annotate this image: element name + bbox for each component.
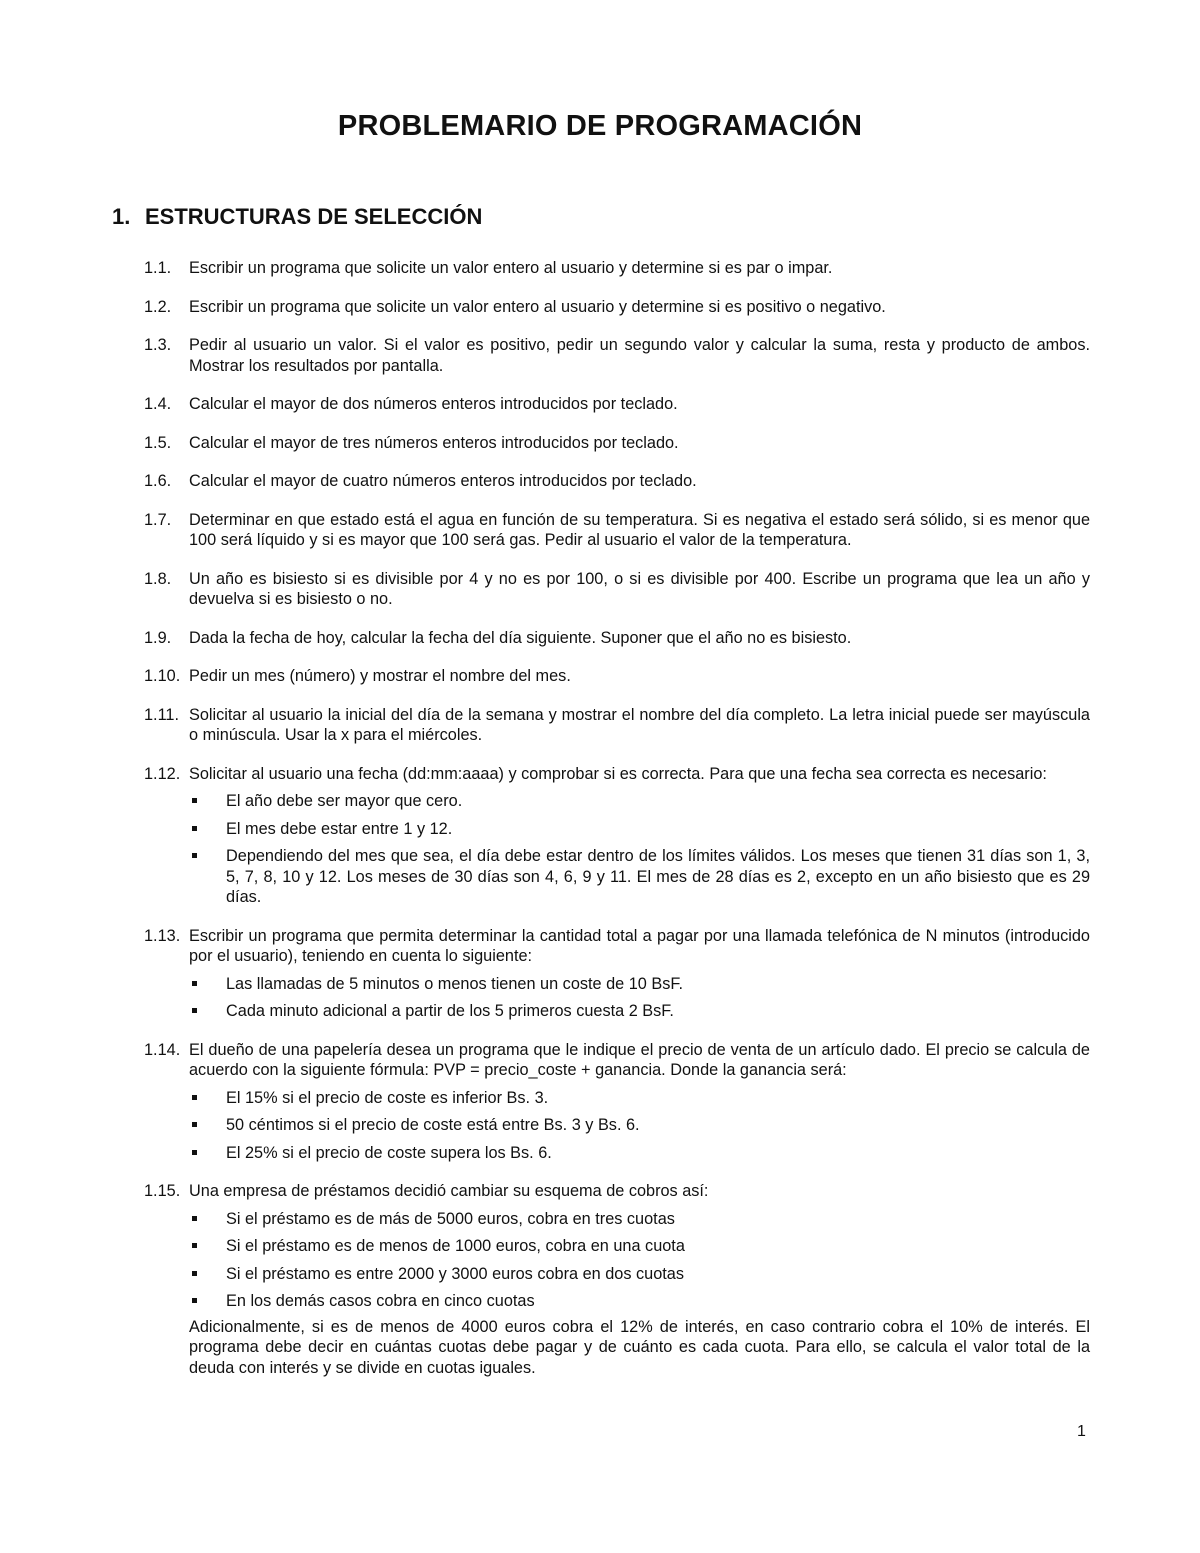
bullet-text: Las llamadas de 5 minutos o menos tienen un coste de 10 BsF.: [226, 974, 684, 993]
bullet-square-icon: [192, 826, 197, 831]
bullet-square-icon: [192, 1271, 197, 1276]
list-item: [144, 433, 1090, 454]
bullet-item: [189, 1291, 1090, 1312]
bullet-square-icon: [192, 1216, 197, 1221]
bullet-text: Si el préstamo es de más de 5000 euros, cobra en tres cuotas: [226, 1209, 675, 1228]
problem-text: Escribir un programa que solicite un valor entero al usuario y determine si es positivo o negativo.: [189, 297, 886, 316]
problem-text: Calcular el mayor de tres números enteros introducidos por teclado.: [189, 433, 679, 452]
bullet-item: [189, 1001, 1090, 1022]
problem-number: 1.3.: [144, 336, 172, 354]
problem-text: El dueño de una papelería desea un programa que le indique el precio de venta de un artículo dado. El precio se calcula de acuerdo con la siguiente fórmula: PVP = precio_coste + ganancia. Donde la ganancia será:: [189, 1040, 1090, 1079]
problem-number: 1.11.: [144, 705, 180, 724]
bullet-item: [189, 1115, 1090, 1136]
list-item: [144, 764, 1090, 908]
bullet-item: [189, 1264, 1090, 1285]
problem-text: Pedir un mes (número) y mostrar el nombre del mes.: [189, 667, 571, 685]
problem-number: 1.6.: [144, 472, 172, 490]
problem-text: Solicitar al usuario una fecha (dd:mm:aaaa) y comprobar si es correcta. Para que una fecha sea correcta es necesario:: [189, 764, 1047, 783]
problem-list: [144, 258, 1090, 1396]
problem-text: Una empresa de préstamos decidió cambiar su esquema de cobros así:: [189, 1182, 709, 1200]
list-item: [144, 666, 1090, 687]
list-item: [144, 335, 1090, 376]
bullet-item: [189, 1209, 1090, 1230]
problem-number: 1.7.: [144, 510, 172, 529]
problem-text: Solicitar al usuario la inicial del día de la semana y mostrar el nombre del día completo. La letra inicial puede ser mayúscula o minúscula. Usar la x para el miércoles.: [189, 705, 1090, 744]
list-item: [144, 705, 1090, 746]
bullet-list: [189, 791, 1090, 908]
problem-number: 1.14.: [144, 1040, 181, 1059]
problem-number: 1.12.: [144, 764, 181, 783]
bullet-text: Dependiendo del mes que sea, el día debe estar dentro de los límites válidos. Los meses que tienen 31 días son 1, 3, 5, 7, 8, 10 y 12. Los meses de 30 días son 4, 6, 9 y 11. El mes de 28 días es 2, excepto en un año bisiesto que es 29 días.: [226, 847, 1090, 906]
bullet-item: [189, 1236, 1090, 1257]
bullet-text: El año debe ser mayor que cero.: [226, 792, 463, 810]
bullet-text: El mes debe estar entre 1 y 12.: [226, 819, 453, 838]
list-item: [144, 471, 1090, 492]
list-item: [144, 297, 1090, 318]
bullet-square-icon: [192, 1095, 197, 1100]
problem-number: 1.1.: [144, 259, 172, 277]
problem-additional-text: Adicionalmente, si es de menos de 4000 euros cobra el 12% de interés, en caso contrario cobra el 10% de interés. El programa debe decir en cuántas cuotas debe pagar y de cuánto es cada cuota. Para ello, se calcula el valor total de la deuda con interés y se divide en cuotas iguales.: [189, 1317, 1090, 1377]
problem-text: Determinar en que estado está el agua en función de su temperatura. Si es negativa el estado será sólido, si es menor que 100 será líquido y si es mayor que 100 será gas. Pedir al usuario el valor de la temperatura.: [189, 510, 1090, 549]
bullet-text: El 25% si el precio de coste supera los Bs. 6.: [226, 1143, 552, 1162]
problem-text: Un año es bisiesto si es divisible por 4 y no es por 100, o si es divisible por 400. Escribe un programa que lea un año y devuelva si es bisiesto o no.: [189, 569, 1090, 608]
bullet-text: Si el préstamo es entre 2000 y 3000 euros cobra en dos cuotas: [226, 1264, 684, 1283]
bullet-list: [189, 974, 1090, 1022]
list-item: [144, 628, 1090, 649]
page-number: 1: [1077, 1423, 1086, 1440]
bullet-square-icon: [192, 1008, 197, 1013]
bullet-item: [189, 1143, 1090, 1164]
bullet-item: [189, 819, 1090, 840]
section-heading: [112, 204, 482, 230]
problem-text: Calcular el mayor de dos números enteros introducidos por teclado.: [189, 395, 678, 413]
bullet-list: [189, 1209, 1090, 1312]
bullet-list: [189, 1088, 1090, 1164]
bullet-square-icon: [192, 981, 197, 986]
list-item: [144, 258, 1090, 279]
bullet-text: 50 céntimos si el precio de coste está entre Bs. 3 y Bs. 6.: [226, 1116, 640, 1134]
bullet-square-icon: [192, 1150, 197, 1155]
list-item: [144, 926, 1090, 1022]
bullet-item: [189, 1088, 1090, 1109]
bullet-square-icon: [192, 798, 197, 803]
bullet-item: [189, 974, 1090, 995]
problem-text: Escribir un programa que permita determinar la cantidad total a pagar por una llamada telefónica de N minutos (introducido por el usuario), teniendo en cuenta lo siguiente:: [189, 926, 1090, 965]
problem-number: 1.4.: [144, 395, 172, 413]
problem-number: 1.15.: [144, 1182, 181, 1200]
problem-text: Escribir un programa que solicite un valor entero al usuario y determine si es par o impar.: [189, 259, 833, 277]
bullet-square-icon: [192, 1298, 197, 1303]
bullet-square-icon: [192, 1243, 197, 1248]
bullet-text: En los demás casos cobra en cinco cuotas: [226, 1292, 535, 1310]
list-item: [144, 510, 1090, 551]
bullet-text: Cada minuto adicional a partir de los 5 primeros cuesta 2 BsF.: [226, 1002, 674, 1020]
section-title: ESTRUCTURAS DE SELECCIÓN: [145, 204, 483, 229]
problem-number: 1.8.: [144, 569, 172, 588]
bullet-item: [189, 791, 1090, 812]
bullet-square-icon: [192, 1122, 197, 1127]
problem-number: 1.13.: [144, 926, 181, 945]
document-title: PROBLEMARIO DE PROGRAMACIÓN: [337, 110, 863, 142]
problem-number: 1.2.: [144, 297, 172, 316]
problem-number: 1.10.: [144, 667, 181, 685]
problem-number: 1.9.: [144, 628, 172, 647]
bullet-square-icon: [192, 853, 197, 858]
list-item: [144, 569, 1090, 610]
list-item: [144, 1040, 1090, 1164]
problem-text: Calcular el mayor de cuatro números enteros introducidos por teclado.: [189, 472, 697, 490]
bullet-text: El 15% si el precio de coste es inferior Bs. 3.: [226, 1088, 549, 1107]
bullet-item: [189, 846, 1090, 908]
problem-text: Pedir al usuario un valor. Si el valor es positivo, pedir un segundo valor y calcular la suma, resta y producto de ambos. Mostrar los resultados por pantalla.: [189, 336, 1090, 375]
bullet-text: Si el préstamo es de menos de 1000 euros, cobra en una cuota: [226, 1237, 685, 1255]
section-number: 1.: [112, 204, 131, 229]
problem-text: Dada la fecha de hoy, calcular la fecha del día siguiente. Suponer que el año no es bisiesto.: [189, 628, 852, 647]
list-item: [144, 394, 1090, 415]
problem-number: 1.5.: [144, 433, 172, 452]
list-item: [144, 1181, 1090, 1378]
